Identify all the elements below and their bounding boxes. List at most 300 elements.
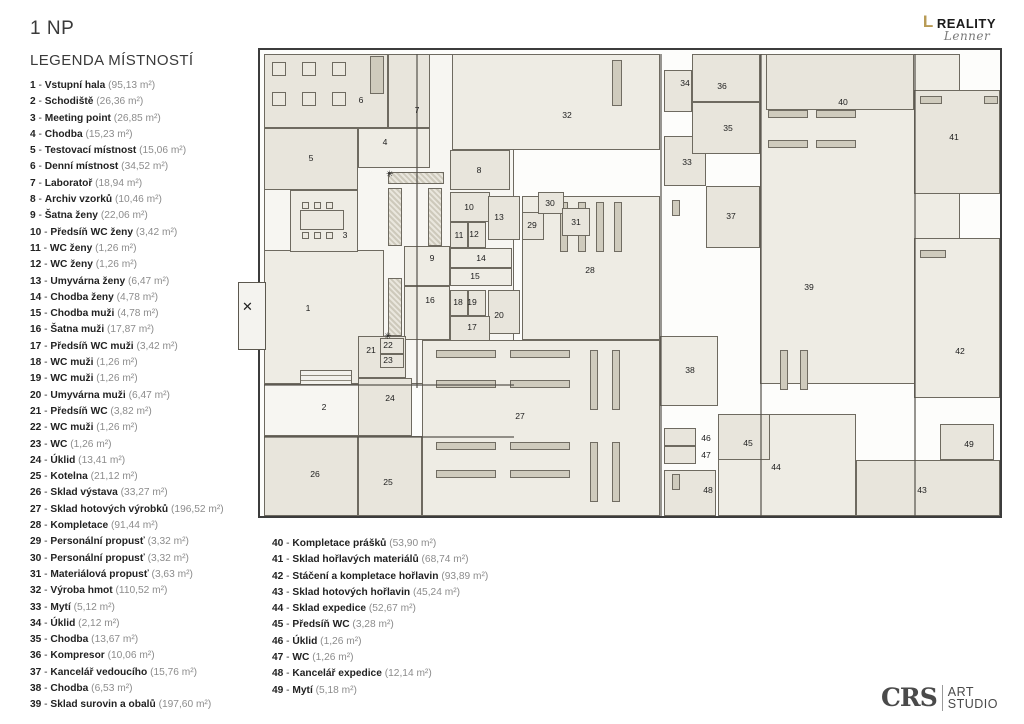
shelf bbox=[800, 350, 808, 390]
shelf bbox=[510, 442, 570, 450]
legend-item-number: 21 bbox=[30, 405, 42, 417]
legend-item-name: Sklad výstava bbox=[50, 487, 118, 499]
room-20-washroom-men bbox=[488, 290, 520, 334]
room-34-cleaning bbox=[664, 70, 692, 112]
legend-item-name: WC muži bbox=[50, 422, 94, 434]
legend-item-area: (52,67 m²) bbox=[368, 603, 416, 615]
plan-room-label-15: 15 bbox=[470, 271, 480, 281]
shelf bbox=[596, 202, 604, 252]
room-19-wc-men bbox=[468, 290, 486, 316]
plan-room-label-40: 40 bbox=[838, 97, 848, 107]
structural-wall bbox=[760, 54, 762, 516]
page-title: 1 NP bbox=[30, 18, 75, 39]
legend-item-17: 17 - Předsíň WC muži (3,42 m²) bbox=[30, 340, 178, 352]
legend-title: LEGENDA MÍSTNOSTÍ bbox=[30, 52, 194, 69]
shelf bbox=[920, 96, 942, 104]
legend-item-name: Šatna ženy bbox=[44, 210, 98, 222]
plan-room-label-38: 38 bbox=[685, 365, 695, 375]
room-38-corridor bbox=[660, 336, 718, 406]
legend-item-name: Kompletace bbox=[50, 520, 109, 532]
legend-item-area: (10,46 m²) bbox=[114, 194, 162, 206]
room-12-wc-women bbox=[468, 222, 486, 248]
legend-item-number: 27 bbox=[30, 503, 42, 515]
legend-item-number: 17 bbox=[30, 340, 42, 352]
reality-logo-word: REALITY bbox=[936, 16, 996, 31]
legend-item-name: Kompletace prášků bbox=[292, 538, 387, 549]
room-16-mens-changing bbox=[404, 286, 450, 340]
legend-item-number: 6 bbox=[30, 161, 36, 173]
legend-item-area: (1,26 m²) bbox=[96, 422, 138, 434]
legend-item-20: 20 - Umyvárna muži (6,47 m²) bbox=[30, 389, 170, 401]
plan-room-label-11: 11 bbox=[454, 230, 464, 240]
legend-item-number: 49 bbox=[272, 684, 284, 696]
legend-item-area: (1,26 m²) bbox=[96, 357, 138, 369]
legend-item-number: 23 bbox=[30, 438, 42, 450]
shelf bbox=[920, 250, 946, 258]
shelf bbox=[984, 96, 998, 104]
room-46-cleaning bbox=[664, 428, 696, 446]
plan-room-label-16: 16 bbox=[425, 295, 435, 305]
legend-item-22: 22 - WC muži (1,26 m²) bbox=[30, 422, 138, 434]
plan-room-label-25: 25 bbox=[383, 477, 393, 487]
legend-item-area: (3,42 m²) bbox=[135, 226, 178, 238]
legend-item-area: (6,47 m²) bbox=[128, 275, 170, 287]
legend-item-number: 7 bbox=[30, 177, 36, 189]
plan-room-label-32: 32 bbox=[562, 110, 572, 120]
plan-room-label-17: 17 bbox=[467, 322, 477, 332]
plan-room-label-49: 49 bbox=[964, 439, 974, 449]
legend-item-number: 5 bbox=[30, 145, 36, 157]
legend-item-name: Sklad hořlavých materiálů bbox=[292, 554, 419, 566]
shelf bbox=[614, 202, 622, 252]
room-29-personnel-airlock bbox=[522, 212, 544, 240]
legend-item-21: 21 - Předsíň WC (3,82 m²) bbox=[30, 405, 152, 417]
legend-item-26: 26 - Sklad výstava (33,27 m²) bbox=[30, 487, 168, 499]
legend-item-number: 26 bbox=[30, 487, 42, 499]
room-4-corridor bbox=[358, 128, 430, 168]
plan-room-label-2: 2 bbox=[321, 402, 327, 412]
structural-wall bbox=[914, 54, 916, 516]
node-marker-icon: ✳ bbox=[384, 331, 392, 341]
legend-item-30: 30 - Personální propusť (3,32 m²) bbox=[30, 552, 189, 564]
legend-item-area: (1,26 m²) bbox=[70, 438, 112, 450]
legend-item-area: (15,06 m²) bbox=[139, 145, 187, 157]
plan-room-label-6: 6 bbox=[358, 95, 364, 105]
plan-room-label-42: 42 bbox=[955, 346, 965, 356]
legend-item-name: WC bbox=[50, 438, 68, 450]
plan-room-label-3: 3 bbox=[342, 230, 348, 240]
legend-item-6: 6 - Denní místnost (34,52 m²) bbox=[30, 161, 169, 173]
logo-divider bbox=[942, 685, 943, 711]
plan-room-label-8: 8 bbox=[476, 165, 482, 175]
fixture bbox=[672, 200, 680, 216]
legend-item-name: Sklad hotových hořlavin bbox=[292, 586, 411, 598]
legend-item-name: WC ženy bbox=[50, 259, 93, 271]
room-40-powder-assembly bbox=[766, 54, 914, 110]
crs-art-studio-logo bbox=[881, 683, 998, 712]
legend-item-name: Chodba bbox=[50, 682, 89, 694]
plan-room-label-20: 20 bbox=[494, 310, 504, 320]
legend-item-number: 15 bbox=[30, 308, 42, 320]
legend-item-area: (15,76 m²) bbox=[150, 666, 198, 678]
room-10-wc-women-lobby bbox=[450, 192, 490, 222]
entry-vestibule bbox=[238, 282, 266, 350]
room-18-wc-men bbox=[450, 290, 468, 316]
legend-item-28: 28 - Kompletace (91,44 m²) bbox=[30, 520, 158, 532]
legend-item-area: (26,36 m²) bbox=[96, 96, 144, 108]
legend-item-name: Kancelář vedoucího bbox=[50, 666, 148, 678]
legend-item-name: Předsíň WC bbox=[50, 405, 108, 417]
legend-item-number: 25 bbox=[30, 471, 42, 483]
plan-room-label-18: 18 bbox=[453, 297, 463, 307]
shelf bbox=[768, 140, 808, 148]
structural-wall bbox=[264, 436, 514, 438]
legend-item-name: Sklad surovin a obalů bbox=[50, 699, 156, 711]
legend-item-42: 42 - Stáčení a kompletace hořlavin (93,89 m²) bbox=[272, 570, 489, 582]
legend-item-area: (34,52 m²) bbox=[121, 161, 169, 173]
legend-item-number: 42 bbox=[272, 570, 284, 582]
art-word: ART bbox=[947, 684, 975, 699]
legend-item-area: (53,90 m²) bbox=[389, 538, 437, 549]
legend-item-25: 25 - Kotelna (21,12 m²) bbox=[30, 471, 138, 483]
legend-item-name: Sklad hotových výrobků bbox=[50, 503, 169, 515]
plan-room-label-14: 14 bbox=[476, 253, 486, 263]
legend-item-area: (68,74 m²) bbox=[421, 554, 469, 566]
shelf bbox=[780, 350, 788, 390]
legend-item-area: (45,24 m²) bbox=[413, 586, 460, 598]
plan-room-label-13: 13 bbox=[494, 212, 504, 222]
plan-room-label-10: 10 bbox=[464, 202, 474, 212]
legend-item-area: (5,18 m²) bbox=[315, 684, 357, 696]
legend-item-number: 4 bbox=[30, 128, 36, 140]
legend-item-name: Úklid bbox=[50, 454, 76, 466]
legend-item-name: Úklid bbox=[292, 635, 318, 647]
room-49-washing bbox=[940, 424, 994, 460]
plan-room-label-39: 39 bbox=[804, 282, 814, 292]
legend-item-33: 33 - Mytí (5,12 m²) bbox=[30, 601, 115, 613]
legend-item-number: 24 bbox=[30, 454, 42, 466]
legend-item-37: 37 - Kancelář vedoucího (15,76 m²) bbox=[30, 666, 198, 678]
legend-item-name: Výroba hmot bbox=[50, 585, 113, 597]
plan-room-label-30: 30 bbox=[545, 198, 555, 208]
room-41-flammable-material-store bbox=[914, 90, 1000, 194]
legend-item-35: 35 - Chodba (13,67 m²) bbox=[30, 634, 139, 646]
legend-item-7: 7 - Laboratoř (18,94 m²) bbox=[30, 177, 143, 189]
reality-logo-l: L bbox=[922, 12, 934, 31]
legend-item-area: (196,52 m²) bbox=[171, 503, 224, 515]
legend-item-area: (197,60 m²) bbox=[158, 699, 212, 711]
structural-wall bbox=[660, 54, 662, 516]
legend-item-area: (3,63 m²) bbox=[151, 568, 193, 580]
legend-item-number: 28 bbox=[30, 520, 42, 532]
legend-item-area: (3,28 m²) bbox=[352, 619, 394, 631]
legend-item-number: 40 bbox=[272, 538, 284, 549]
legend-item-1: 1 - Vstupní hala (95,13 m²) bbox=[30, 80, 156, 91]
legend-item-number: 29 bbox=[30, 536, 42, 548]
plan-geometry bbox=[242, 50, 1000, 516]
legend-item-31: 31 - Materiálová propusť (3,63 m²) bbox=[30, 568, 193, 580]
legend-item-number: 38 bbox=[30, 682, 42, 694]
legend-item-number: 34 bbox=[30, 617, 42, 629]
legend-item-number: 19 bbox=[30, 373, 42, 385]
legend-item-number: 2 bbox=[30, 96, 36, 108]
structural-wall bbox=[264, 384, 514, 386]
legend-item-19: 19 - WC muži (1,26 m²) bbox=[30, 373, 138, 385]
legend-item-area: (1,26 m²) bbox=[320, 635, 362, 647]
legend-item-area: (93,89 m²) bbox=[441, 570, 489, 582]
legend-item-44: 44 - Sklad expedice (52,67 m²) bbox=[272, 603, 416, 615]
legend-item-number: 33 bbox=[30, 601, 42, 613]
shelf bbox=[436, 350, 496, 358]
legend-item-name: Chodba muži bbox=[50, 308, 115, 320]
legend-item-45: 45 - Předsíň WC (3,28 m²) bbox=[272, 619, 394, 631]
shelf bbox=[436, 470, 496, 478]
legend-item-number: 30 bbox=[30, 552, 42, 564]
legend-item-13: 13 - Umyvárna ženy (6,47 m²) bbox=[30, 275, 170, 287]
plan-room-label-41: 41 bbox=[949, 132, 959, 142]
legend-item-area: (33,27 m²) bbox=[120, 487, 168, 499]
plan-room-label-37: 37 bbox=[726, 211, 736, 221]
legend-item-name: Umyvárna muži bbox=[50, 389, 126, 401]
legend-item-name: Chodba bbox=[50, 634, 89, 646]
legend-item-48: 48 - Kancelář expedice (12,14 m²) bbox=[272, 668, 432, 680]
legend-item-name: WC muži bbox=[50, 357, 94, 369]
legend-item-area: (1,26 m²) bbox=[95, 259, 138, 271]
legend-item-name: Předsíň WC bbox=[292, 619, 350, 631]
legend-item-2: 2 - Schodiště (26,36 m²) bbox=[30, 96, 144, 108]
legend-item-area: (91,44 m²) bbox=[111, 520, 158, 532]
legend-item-area: (10,06 m²) bbox=[107, 650, 155, 662]
legend-item-number: 47 bbox=[272, 652, 284, 664]
legend-item-38: 38 - Chodba (6,53 m²) bbox=[30, 682, 133, 694]
legend-item-area: (17,87 m²) bbox=[107, 324, 155, 336]
legend-item-number: 44 bbox=[272, 603, 284, 615]
legend-item-5: 5 - Testovací místnost (15,06 m²) bbox=[30, 145, 187, 157]
plan-room-label-26: 26 bbox=[310, 469, 320, 479]
legend-item-name: Umyvárna ženy bbox=[50, 275, 126, 287]
legend-item-name: Kotelna bbox=[50, 471, 88, 483]
plan-room-label-12: 12 bbox=[469, 229, 479, 239]
plan-room-label-28: 28 bbox=[585, 265, 595, 275]
legend-item-name: Personální propusť bbox=[50, 552, 145, 564]
legend-column-right bbox=[272, 536, 572, 699]
room-24-cleaning bbox=[358, 378, 412, 436]
legend-item-number: 22 bbox=[30, 422, 42, 434]
plan-room-label-47: 47 bbox=[701, 450, 711, 460]
legend-item-name: Předsíň WC ženy bbox=[50, 226, 134, 238]
shelf bbox=[816, 110, 856, 118]
room-9-womens-changing bbox=[404, 246, 450, 286]
room-8-sample-archive bbox=[450, 150, 510, 190]
legend-item-area: (1,26 m²) bbox=[312, 652, 354, 664]
legend-item-name: WC bbox=[292, 652, 310, 664]
legend-item-46: 46 - Úklid (1,26 m²) bbox=[272, 635, 362, 647]
room-5-testing bbox=[264, 128, 358, 190]
legend-item-number: 13 bbox=[30, 275, 42, 287]
legend-item-10: 10 - Předsíň WC ženy (3,42 m²) bbox=[30, 226, 178, 238]
legend-item-name: Schodiště bbox=[44, 96, 94, 108]
room-23-wc bbox=[380, 354, 404, 368]
legend-item-number: 16 bbox=[30, 324, 42, 336]
legend-item-27: 27 - Sklad hotových výrobků (196,52 m²) bbox=[30, 503, 224, 515]
legend-item-15: 15 - Chodba muži (4,78 m²) bbox=[30, 308, 159, 320]
legend-item-23: 23 - WC (1,26 m²) bbox=[30, 438, 112, 450]
legend-item-24: 24 - Úklid (13,41 m²) bbox=[30, 454, 126, 466]
plan-room-label-5: 5 bbox=[308, 153, 314, 163]
room-27-finished-goods-store bbox=[422, 340, 660, 516]
room-15-corridor-men bbox=[450, 268, 512, 286]
legend-item-number: 18 bbox=[30, 357, 42, 369]
legend-item-area: (3,32 m²) bbox=[147, 536, 189, 548]
legend-item-area: (4,78 m²) bbox=[116, 291, 158, 303]
legend-item-name: Chodba ženy bbox=[50, 291, 114, 303]
legend-item-16: 16 - Šatna muži (17,87 m²) bbox=[30, 324, 155, 336]
room-42-flammable-filling bbox=[914, 238, 1000, 398]
plan-room-label-4: 4 bbox=[382, 137, 388, 147]
legend-item-34: 34 - Úklid (2,12 m²) bbox=[30, 617, 120, 629]
legend-item-number: 43 bbox=[272, 586, 284, 598]
legend-item-number: 14 bbox=[30, 291, 42, 303]
plan-room-label-35: 35 bbox=[723, 123, 733, 133]
legend-item-name: Kancelář expedice bbox=[292, 668, 382, 680]
room-36-compressor bbox=[692, 54, 760, 102]
legend-item-number: 12 bbox=[30, 259, 42, 271]
legend-item-43: 43 - Sklad hotových hořlavin (45,24 m²) bbox=[272, 586, 460, 598]
legend-item-name: Stáčení a kompletace hořlavin bbox=[292, 570, 439, 582]
reality-lenner-logo bbox=[922, 12, 996, 43]
studio-word: STUDIO bbox=[947, 696, 998, 711]
room-30-personnel-airlock bbox=[538, 192, 564, 214]
legend-item-number: 48 bbox=[272, 668, 284, 680]
legend-column-left bbox=[30, 78, 255, 714]
room-11-wc-women bbox=[450, 222, 468, 248]
legend-item-name: Laboratoř bbox=[44, 177, 93, 189]
room-25-boiler-room bbox=[358, 436, 422, 516]
legend-item-11: 11 - WC ženy (1,26 m²) bbox=[30, 242, 137, 254]
plan-room-label-27: 27 bbox=[515, 411, 525, 421]
legend-item-number: 9 bbox=[30, 210, 36, 222]
plan-room-label-1: 1 bbox=[305, 303, 311, 313]
shelf bbox=[510, 470, 570, 478]
room-31-material-airlock bbox=[562, 208, 590, 236]
plan-room-label-21: 21 bbox=[366, 345, 376, 355]
shelf bbox=[816, 140, 856, 148]
node-marker-icon: ✳ bbox=[386, 169, 394, 179]
legend-item-area: (18,94 m²) bbox=[95, 177, 143, 189]
room-43-finished-flammables-store bbox=[856, 460, 1000, 516]
plan-room-label-29: 29 bbox=[527, 220, 537, 230]
legend-item-14: 14 - Chodba ženy (4,78 m²) bbox=[30, 291, 158, 303]
legend-item-name: Úklid bbox=[50, 617, 76, 629]
legend-item-area: (5,12 m²) bbox=[73, 601, 115, 613]
legend-item-49: 49 - Mytí (5,18 m²) bbox=[272, 684, 357, 696]
reality-logo-top bbox=[922, 12, 996, 31]
plan-room-label-19: 19 bbox=[467, 297, 477, 307]
sample-rack-d bbox=[428, 188, 442, 246]
legend-item-4: 4 - Chodba (15,23 m²) bbox=[30, 128, 133, 140]
legend-item-name: Archiv vzorků bbox=[44, 194, 113, 206]
room-45-wc-lobby bbox=[718, 414, 770, 460]
art-studio-wordmark bbox=[948, 686, 998, 710]
legend-item-name: Mytí bbox=[292, 684, 313, 696]
legend-item-area: (3,82 m²) bbox=[110, 405, 152, 417]
legend-item-number: 45 bbox=[272, 619, 284, 631]
legend-item-number: 39 bbox=[30, 699, 42, 711]
legend-item-number: 41 bbox=[272, 554, 284, 566]
shelf bbox=[590, 350, 598, 410]
plan-room-label-31: 31 bbox=[571, 217, 581, 227]
room-13-washroom-women bbox=[488, 196, 520, 240]
legend-item-number: 8 bbox=[30, 194, 36, 206]
legend-item-number: 37 bbox=[30, 666, 42, 678]
shelf bbox=[510, 380, 570, 388]
legend-item-number: 11 bbox=[30, 242, 41, 254]
room-14-corridor-women bbox=[450, 248, 512, 268]
room-32-mass-production bbox=[452, 54, 660, 150]
legend-item-40: 40 - Kompletace prášků (53,90 m²) bbox=[272, 538, 437, 549]
legend-item-number: 1 bbox=[30, 80, 36, 91]
legend-item-area: (110,52 m²) bbox=[115, 585, 168, 597]
fixture bbox=[672, 474, 680, 490]
shelf bbox=[436, 442, 496, 450]
legend-item-name: Vstupní hala bbox=[44, 80, 106, 91]
plan-room-label-22: 22 bbox=[383, 340, 393, 350]
sample-rack-c bbox=[388, 278, 402, 336]
plan-room-label-45: 45 bbox=[743, 438, 753, 448]
legend-item-name: Personální propusť bbox=[50, 536, 145, 548]
legend-item-36: 36 - Kompresor (10,06 m²) bbox=[30, 650, 155, 662]
crs-wordmark: CRS bbox=[881, 683, 937, 712]
legend-item-name: Testovací místnost bbox=[44, 145, 137, 157]
room-35-corridor bbox=[692, 102, 760, 154]
legend-item-32: 32 - Výroba hmot (110,52 m²) bbox=[30, 585, 168, 597]
plan-room-label-23: 23 bbox=[383, 355, 393, 365]
legend-item-12: 12 - WC ženy (1,26 m²) bbox=[30, 259, 138, 271]
legend-item-number: 32 bbox=[30, 585, 42, 597]
legend-item-29: 29 - Personální propusť (3,32 m²) bbox=[30, 536, 189, 548]
legend-item-area: (13,41 m²) bbox=[78, 454, 126, 466]
legend-item-area: (1,26 m²) bbox=[95, 242, 137, 254]
legend-item-47: 47 - WC (1,26 m²) bbox=[272, 652, 354, 664]
shelf bbox=[612, 350, 620, 410]
legend-item-9: 9 - Šatna ženy (22,06 m²) bbox=[30, 210, 148, 222]
production-equipment bbox=[612, 60, 622, 106]
legend-item-area: (26,85 m²) bbox=[113, 112, 161, 124]
plan-room-label-48: 48 bbox=[703, 485, 713, 495]
plan-room-label-46: 46 bbox=[701, 433, 711, 443]
legend-item-number: 46 bbox=[272, 635, 284, 647]
structural-wall bbox=[416, 54, 418, 388]
legend-item-name: Sklad expedice bbox=[292, 603, 367, 615]
legend-item-name: Chodba bbox=[44, 128, 83, 140]
shelf bbox=[590, 442, 598, 502]
room-7-laboratory bbox=[388, 54, 430, 128]
legend-item-area: (6,53 m²) bbox=[91, 682, 133, 694]
plan-room-label-34: 34 bbox=[680, 78, 690, 88]
legend-item-area: (1,26 m²) bbox=[96, 373, 138, 385]
room-47-wc bbox=[664, 446, 696, 464]
legend-item-name: WC ženy bbox=[49, 242, 93, 254]
legend-item-name: Předsíň WC muži bbox=[50, 340, 134, 352]
plan-room-label-36: 36 bbox=[717, 81, 727, 91]
legend-item-name: Materiálová propusť bbox=[50, 568, 149, 580]
plan-room-label-44: 44 bbox=[771, 462, 781, 472]
shelf bbox=[768, 110, 808, 118]
legend-item-name: Šatna muži bbox=[50, 324, 105, 336]
legend-item-area: (4,78 m²) bbox=[117, 308, 159, 320]
legend-item-area: (95,13 m²) bbox=[108, 80, 156, 91]
legend-item-name: Mytí bbox=[50, 601, 71, 613]
